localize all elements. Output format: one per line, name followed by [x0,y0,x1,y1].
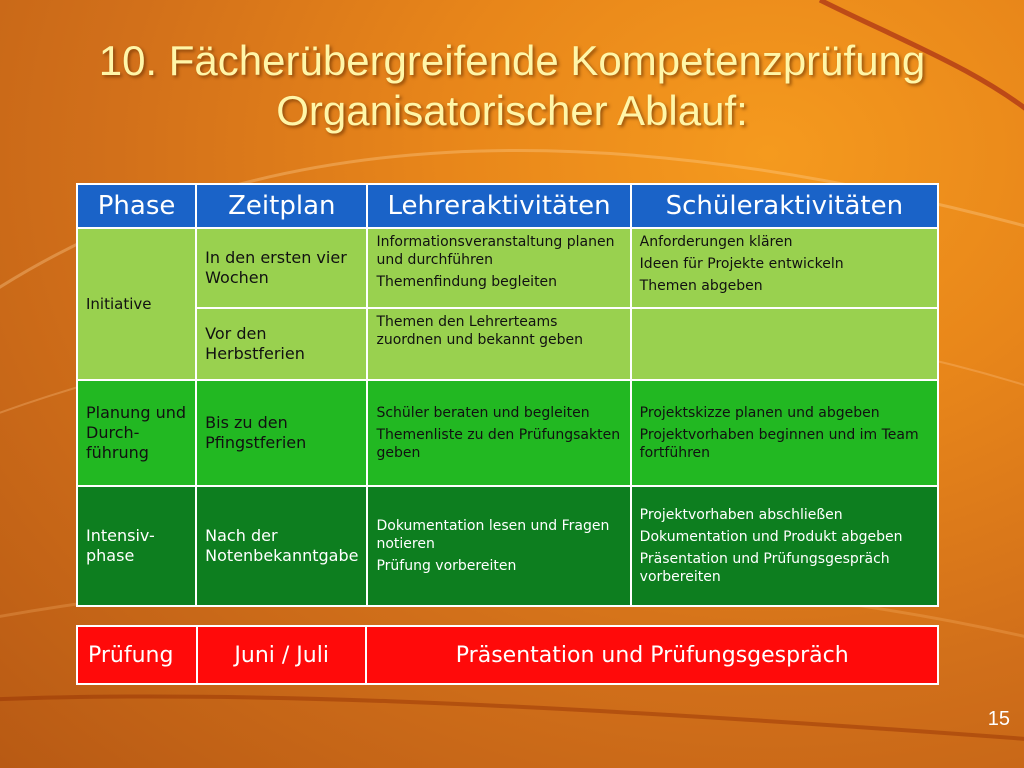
list-item: Themen abgeben [639,278,763,294]
list-item: Ideen für Projekte entwickeln [639,256,844,272]
list-item: Themenfindung begleiten [376,274,558,290]
list-item: Projektvorhaben beginnen und im Team fortführen [639,427,919,461]
list-item: Dokumentation lesen und Fragen notieren [376,518,610,552]
lehrer-cell [367,308,630,380]
lehrer-cell [367,380,630,486]
list-item: Themenliste zu den Prüfungsakten geben [376,427,621,461]
header-lehreraktivitaeten: Lehreraktivitäten [367,184,630,228]
title-line-2: Organisatorischer Ablauf: [276,87,748,134]
table-row [77,380,938,486]
header-schueleraktivitaeten: Schüleraktivitäten [631,184,938,228]
exam-phase: Prüfung [77,626,197,684]
zeitplan-cell: Bis zu den Pfingstferien [196,380,367,486]
list-item: Themen den Lehrerteams zuordnen und bekannt geben [376,314,584,348]
exam-row [77,626,938,684]
list-item: Schüler beraten und begleiten [376,405,590,421]
zeitplan-cell: Nach der Notenbekanntgabe [196,486,367,606]
header-zeitplan: Zeitplan [196,184,367,228]
list-item: Informationsveranstaltung planen und durchführen [376,234,615,268]
exam-zeitplan: Juni / Juli [197,626,367,684]
list-item: Projektvorhaben abschließen [639,507,843,523]
table-row [77,308,938,380]
phase-initiative: Initiative [77,228,196,380]
list-item: Projektskizze planen und abgeben [639,405,880,421]
schueler-cell-empty [631,308,938,380]
header-phase: Phase [77,184,196,228]
list-item: Prüfung vorbereiten [376,558,517,574]
schueler-cell [631,380,938,486]
list-item: Anforderungen klären [639,234,793,250]
phase-planung: Planung und Durch-führung [77,380,196,486]
list-item: Präsentation und Prüfungsgespräch vorbereiten [639,551,890,585]
schedule-table [76,183,939,607]
list-item: Dokumentation und Produkt abgeben [639,529,903,545]
table-row [77,486,938,606]
exam-activity: Präsentation und Prüfungsgespräch [366,626,938,684]
schueler-cell [631,486,938,606]
phase-intensiv: Intensiv-phase [77,486,196,606]
page-number: 15 [987,708,1010,730]
lehrer-cell [367,228,630,308]
table-row [77,228,938,308]
exam-table [76,625,939,685]
zeitplan-cell: In den ersten vier Wochen [196,228,367,308]
slide-title [20,36,1004,136]
schueler-cell [631,228,938,308]
table-header-row [77,184,938,228]
title-line-1: 10. Fächerübergreifende Kompetenzprüfung [98,37,926,84]
zeitplan-cell: Vor den Herbstferien [196,308,367,380]
lehrer-cell [367,486,630,606]
